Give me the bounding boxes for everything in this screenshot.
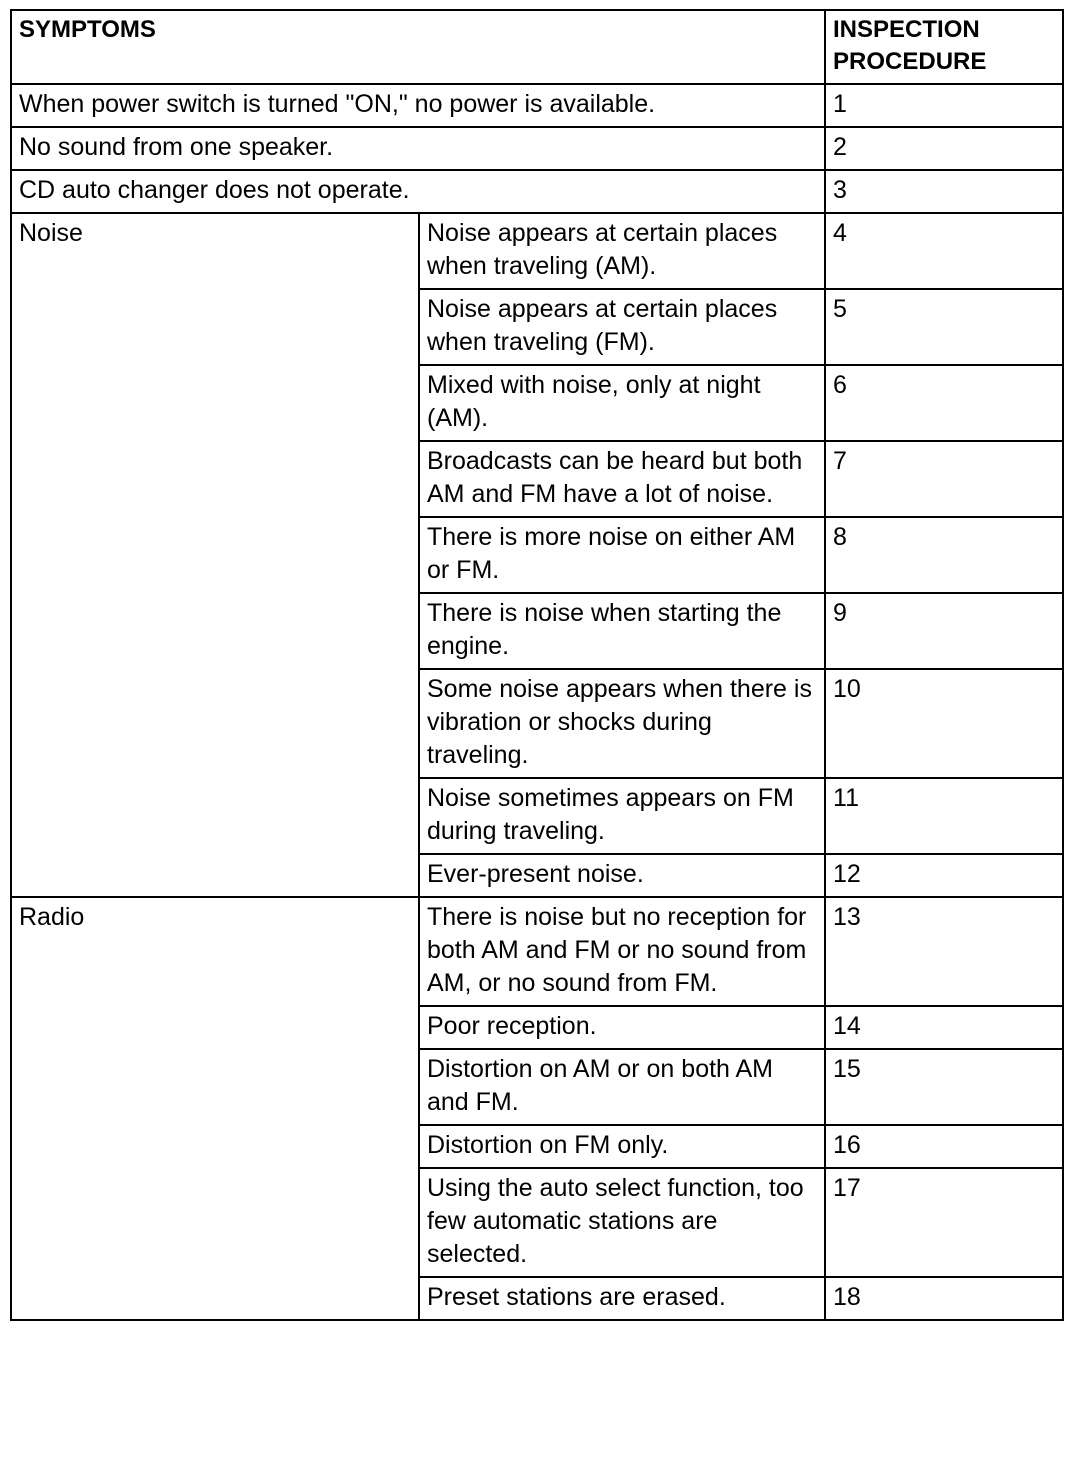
procedure-cell: 7 xyxy=(825,441,1063,517)
symptom-cell: CD auto changer does not operate. xyxy=(11,170,825,213)
procedure-cell: 4 xyxy=(825,213,1063,289)
symptoms-table xyxy=(10,9,1064,1321)
symptom-cell: There is more noise on either AM or FM. xyxy=(419,517,825,593)
procedure-cell: 18 xyxy=(825,1277,1063,1320)
symptom-cell: Mixed with noise, only at night (AM). xyxy=(419,365,825,441)
symptom-cell: Broadcasts can be heard but both AM and FM have a lot of noise. xyxy=(419,441,825,517)
procedure-cell: 1 xyxy=(825,84,1063,127)
symptom-cell: Preset stations are erased. xyxy=(419,1277,825,1320)
procedure-cell: 12 xyxy=(825,854,1063,897)
procedure-cell: 17 xyxy=(825,1168,1063,1277)
procedure-header: INSPECTION PROCEDURE xyxy=(825,10,1063,84)
procedure-cell: 10 xyxy=(825,669,1063,778)
procedure-cell: 2 xyxy=(825,127,1063,170)
procedure-cell: 14 xyxy=(825,1006,1063,1049)
category-cell-noise: Noise xyxy=(11,213,419,897)
symptom-cell: No sound from one speaker. xyxy=(11,127,825,170)
symptom-cell: Noise appears at certain places when traveling (AM). xyxy=(419,213,825,289)
procedure-cell: 15 xyxy=(825,1049,1063,1125)
symptom-cell: Noise appears at certain places when traveling (FM). xyxy=(419,289,825,365)
procedure-cell: 6 xyxy=(825,365,1063,441)
procedure-cell: 9 xyxy=(825,593,1063,669)
symptom-cell: Some noise appears when there is vibration or shocks during traveling. xyxy=(419,669,825,778)
symptom-cell: Distortion on AM or on both AM and FM. xyxy=(419,1049,825,1125)
header-row xyxy=(11,10,1063,84)
procedure-cell: 8 xyxy=(825,517,1063,593)
symptom-cell: Noise sometimes appears on FM during traveling. xyxy=(419,778,825,854)
procedure-cell: 16 xyxy=(825,1125,1063,1168)
table-row xyxy=(11,127,1063,170)
table-row xyxy=(11,213,1063,289)
symptom-cell: There is noise when starting the engine. xyxy=(419,593,825,669)
table-row xyxy=(11,897,1063,1006)
symptom-cell: Ever-present noise. xyxy=(419,854,825,897)
procedure-cell: 11 xyxy=(825,778,1063,854)
symptoms-header: SYMPTOMS xyxy=(11,10,825,84)
procedure-cell: 13 xyxy=(825,897,1063,1006)
symptom-cell: Distortion on FM only. xyxy=(419,1125,825,1168)
symptom-cell: Poor reception. xyxy=(419,1006,825,1049)
procedure-cell: 3 xyxy=(825,170,1063,213)
symptom-cell: When power switch is turned "ON," no power is available. xyxy=(11,84,825,127)
procedure-cell: 5 xyxy=(825,289,1063,365)
symptom-cell: There is noise but no reception for both AM and FM or no sound from AM, or no sound from FM. xyxy=(419,897,825,1006)
table-row xyxy=(11,170,1063,213)
category-cell-radio: Radio xyxy=(11,897,419,1320)
table-row xyxy=(11,84,1063,127)
symptom-cell: Using the auto select function, too few automatic stations are selected. xyxy=(419,1168,825,1277)
